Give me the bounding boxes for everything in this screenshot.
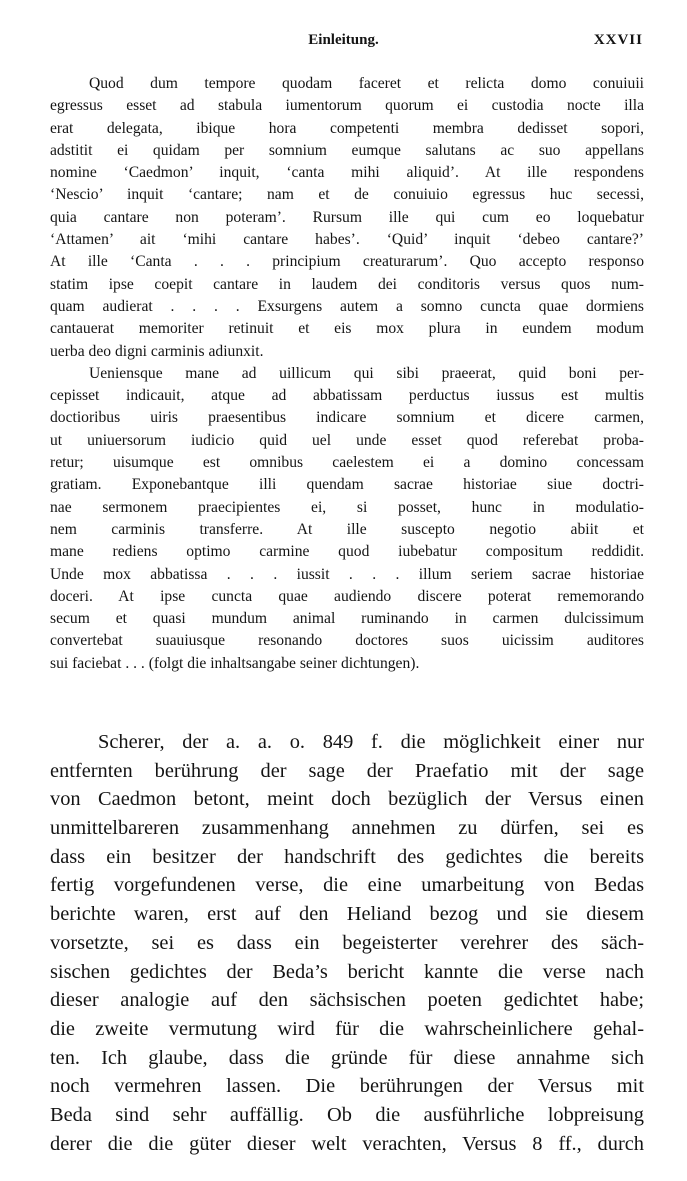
- text-line: ut uniuersorum iudicio quid uel unde esset quod referebat proba-: [50, 431, 644, 449]
- text-line: sui faciebat . . . (folgt die inhaltsangabe seiner dichtungen).: [50, 654, 420, 672]
- text-line: die zweite vermutung wird für die wahrscheinlichere gehal-: [50, 1017, 644, 1040]
- text-line: retur; uisumque est omnibus caelestem ei a domino concessam: [50, 454, 644, 472]
- text-line: nem carminis transferre. At ille suscepto negotio abiit et: [50, 520, 644, 538]
- text-line: noch vermehren lassen. Die berührungen der Versus mit: [50, 1075, 644, 1098]
- text-line: von Caedmon betont, meint doch bezüglich der Versus einen: [50, 788, 644, 811]
- header-title: Einleitung.: [308, 32, 379, 48]
- text-line: gratiam. Exponebantque illi quendam sacrae historiae siue doctri-: [50, 476, 644, 494]
- text-line: derer die die güter dieser welt verachten, Versus 8 ff., durch: [50, 1132, 644, 1155]
- running-header: [0, 32, 687, 54]
- text-line: erat delegata, ibique hora competenti membra dedisset sopori,: [50, 119, 644, 137]
- body-text: [50, 728, 644, 1158]
- page-number: XXVII: [593, 32, 643, 48]
- text-line: cepisset indicauit, atque ad abbatissam perductus iussus est multis: [50, 387, 644, 405]
- text-line: Ueniensque mane ad uillicum qui sibi praeerat, quid boni per-: [89, 364, 644, 382]
- text-line: convertebat suauiusque resonando doctores suos uicissim auditores: [50, 632, 644, 650]
- text-line: vorsetzte, sei es dass ein begeisterter verehrer des säch-: [50, 931, 644, 954]
- text-line: cantauerat memoriter retinuit et eis mox plura in eundem modum: [50, 320, 644, 338]
- text-line: ‘Nescio’ inquit ‘cantare; nam et de conuiuio egressus huc secessi,: [50, 186, 644, 204]
- text-line: doceri. At ipse cuncta quae audiendo discere poterat rememorando: [50, 587, 644, 605]
- text-line: mane rediens optimo carmine quod iubebatur compositum reddidit.: [50, 543, 644, 561]
- text-line: secum et quasi mundum animal ruminando in carmen dulcissimum: [50, 610, 644, 628]
- text-line: quam audierat . . . . Exsurgens autem a somno cuncta quae dormiens: [50, 297, 644, 315]
- text-line: dass ein besitzer der handschrift des gedichtes die bereits: [50, 845, 644, 868]
- text-line: berichte waren, erst auf den Heliand bezog und sie diesem: [50, 903, 644, 926]
- text-line: ten. Ich glaube, dass die gründe für diese annahme sich: [50, 1046, 644, 1069]
- text-line: quia cantare non poteram’. Rursum ille qui cum eo loquebatur: [50, 208, 644, 226]
- text-line: Unde mox abbatissa . . . iussit . . . illum seriem sacrae historiae: [50, 565, 644, 583]
- text-line: Beda sind sehr auffällig. Ob die ausführliche lobpreisung: [50, 1103, 644, 1126]
- text-line: doctioribus uiris praesentibus indicare somnium et dicere carmen,: [50, 409, 644, 427]
- text-line: nae sermonem praecipientes ei, si posset, hunc in modulatio-: [50, 498, 644, 516]
- latin-quotation: [50, 73, 644, 675]
- text-line: egressus esset ad stabula iumentorum quorum ei custodia nocte illa: [50, 97, 644, 115]
- text-line: nomine ‘Caedmon’ inquit, ‘canta mihi aliquid’. At ille respondens: [50, 164, 644, 182]
- text-line: Scherer, der a. a. o. 849 f. die möglichkeit einer nur: [98, 731, 644, 753]
- text-line: Quod dum tempore quodam faceret et relicta domo conuiuii: [89, 75, 644, 92]
- text-line: fertig vorgefundenen verse, die eine umarbeitung von Bedas: [50, 874, 644, 897]
- text-line: entfernten berührung der sage der Praefatio mit der sage: [50, 759, 644, 782]
- text-line: adstitit ei quidam per somnium eumque salutans ac suo appellans: [50, 141, 644, 159]
- text-line: ‘Attamen’ ait ‘mihi cantare habes’. ‘Quid’ inquit ‘debeo cantare?’: [50, 231, 644, 249]
- text-line: At ille ‘Canta . . . principium creaturarum’. Quo accepto responso: [50, 253, 644, 271]
- text-line: sischen gedichtes der Beda’s bericht kannte die verse nach: [50, 960, 644, 983]
- text-line: uerba deo digni carminis adiunxit.: [50, 342, 264, 360]
- text-line: unmittelbareren zusammenhang annehmen zu dürfen, sei es: [50, 817, 644, 840]
- text-line: statim ipse coepit cantare in laudem dei conditoris versus quos num-: [50, 275, 644, 293]
- text-line: dieser analogie auf den sächsischen poeten gedichtet habe;: [50, 989, 644, 1012]
